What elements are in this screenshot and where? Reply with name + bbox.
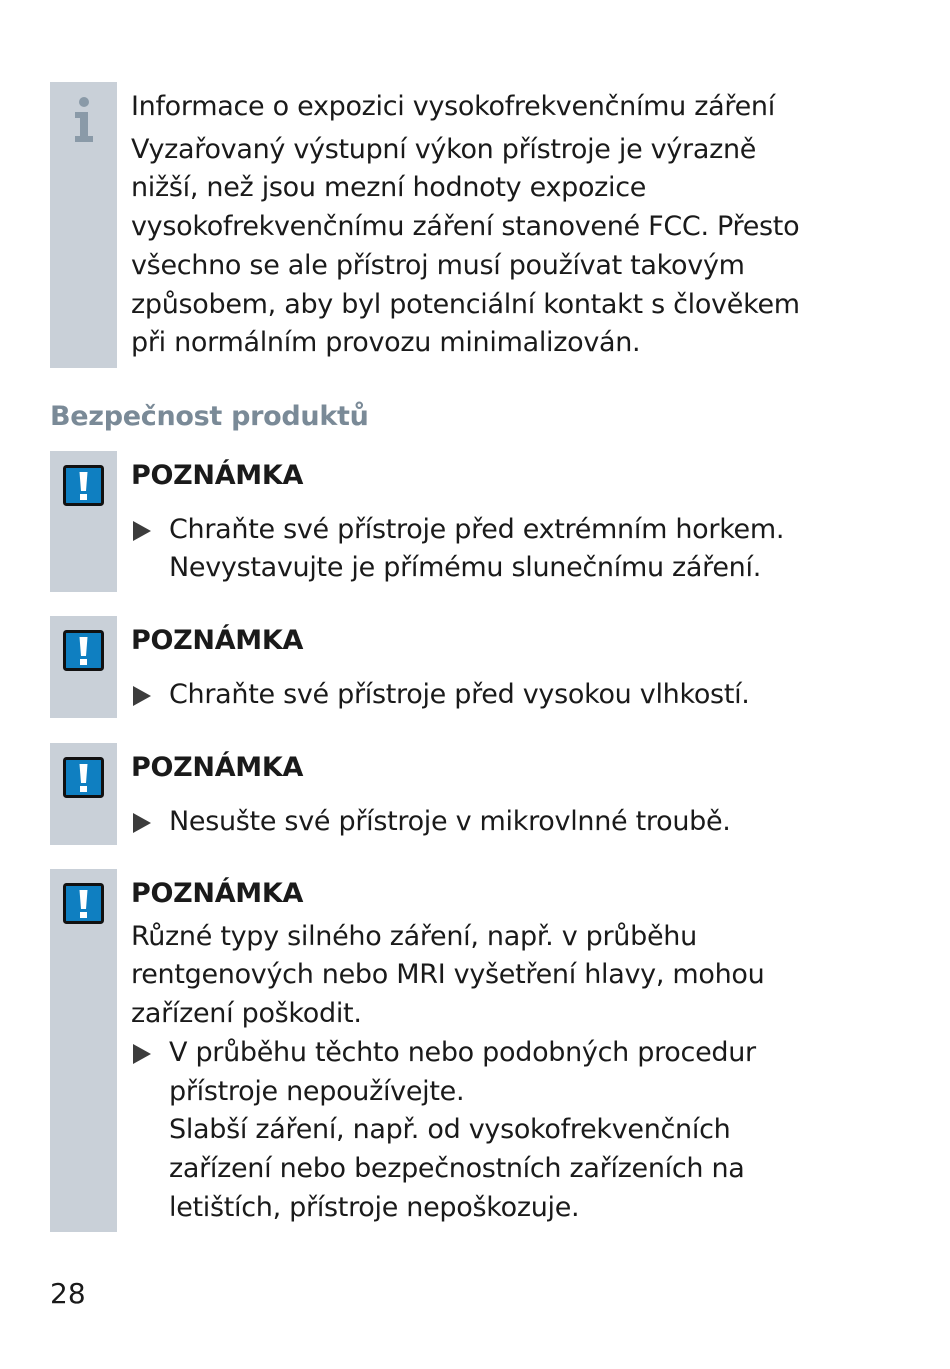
section-heading: Bezpečnost produktů (50, 401, 369, 432)
bullet-triangle-icon (133, 813, 151, 833)
note-sidebar (50, 743, 117, 845)
page-number: 28 (50, 1277, 86, 1310)
note-title: POZNÁMKA (131, 878, 304, 909)
note-content (131, 622, 850, 714)
note-box (50, 869, 850, 1232)
note-title: POZNÁMKA (131, 752, 304, 783)
note-bullet-line: Chraňte své přístroje před extrémním horkem. (169, 513, 785, 545)
note-bullet-line: Slabší záření, např. od vysokofrekvenčních (169, 1114, 731, 1146)
note-content (131, 457, 850, 588)
note-title: POZNÁMKA (131, 625, 304, 656)
note-sidebar (50, 869, 117, 1232)
note-bullet-line: Nesušte své přístroje v mikrovlnné troubě. (169, 805, 731, 837)
note-bullet-line: zařízení nebo bezpečnostních zařízeních na (169, 1152, 745, 1184)
note-content (131, 749, 850, 841)
note-bullet (131, 803, 850, 842)
exclamation-icon (63, 757, 104, 798)
note-intro-line: zařízení poškodit. (131, 998, 362, 1030)
note-intro-line: rentgenových nebo MRI vyšetření hlavy, mohou (131, 959, 765, 991)
exclamation-icon (63, 465, 104, 506)
note-box (50, 451, 850, 592)
info-icon (73, 97, 95, 143)
info-box-line: vysokofrekvenčnímu záření stanovené FCC. Přesto (131, 211, 800, 243)
note-sidebar (50, 616, 117, 718)
note-bullet-line: Chraňte své přístroje před vysokou vlhkostí. (169, 678, 750, 710)
bullet-triangle-icon (133, 686, 151, 706)
info-box-line: všechno se ale přístroj musí používat takovým (131, 249, 745, 281)
note-box (50, 743, 850, 845)
note-sidebar (50, 451, 117, 592)
note-bullet (131, 1034, 850, 1228)
note-bullet-line: Nevystavujte je přímému slunečnímu záření. (169, 552, 761, 584)
info-box-line: nižší, než jsou mezní hodnoty expozice (131, 172, 647, 204)
note-title: POZNÁMKA (131, 460, 304, 491)
note-bullet-line: přístroje nepoužívejte. (169, 1075, 465, 1107)
exclamation-icon (63, 883, 104, 924)
bullet-triangle-icon (133, 1044, 151, 1064)
info-box-line: Vyzařovaný výstupní výkon přístroje je výrazně (131, 133, 757, 165)
info-box-sidebar (50, 82, 117, 368)
note-content (131, 875, 850, 1227)
note-bullet (131, 511, 850, 588)
note-intro-line: Různé typy silného záření, např. v průběhu (131, 920, 697, 952)
note-box (50, 616, 850, 718)
info-box-title: Informace o expozici vysokofrekvenčnímu záření (131, 91, 775, 122)
info-box-content (131, 88, 850, 363)
exclamation-icon (63, 630, 104, 671)
info-box (50, 82, 850, 368)
info-box-line: při normálním provozu minimalizován. (131, 327, 641, 359)
note-bullet-line: letištích, přístroje nepoškozuje. (169, 1191, 580, 1223)
info-box-line: způsobem, aby byl potenciální kontakt s člověkem (131, 288, 800, 320)
note-bullet-line: V průběhu těchto nebo podobných procedur (169, 1036, 756, 1068)
bullet-triangle-icon (133, 521, 151, 541)
note-bullet (131, 676, 850, 715)
